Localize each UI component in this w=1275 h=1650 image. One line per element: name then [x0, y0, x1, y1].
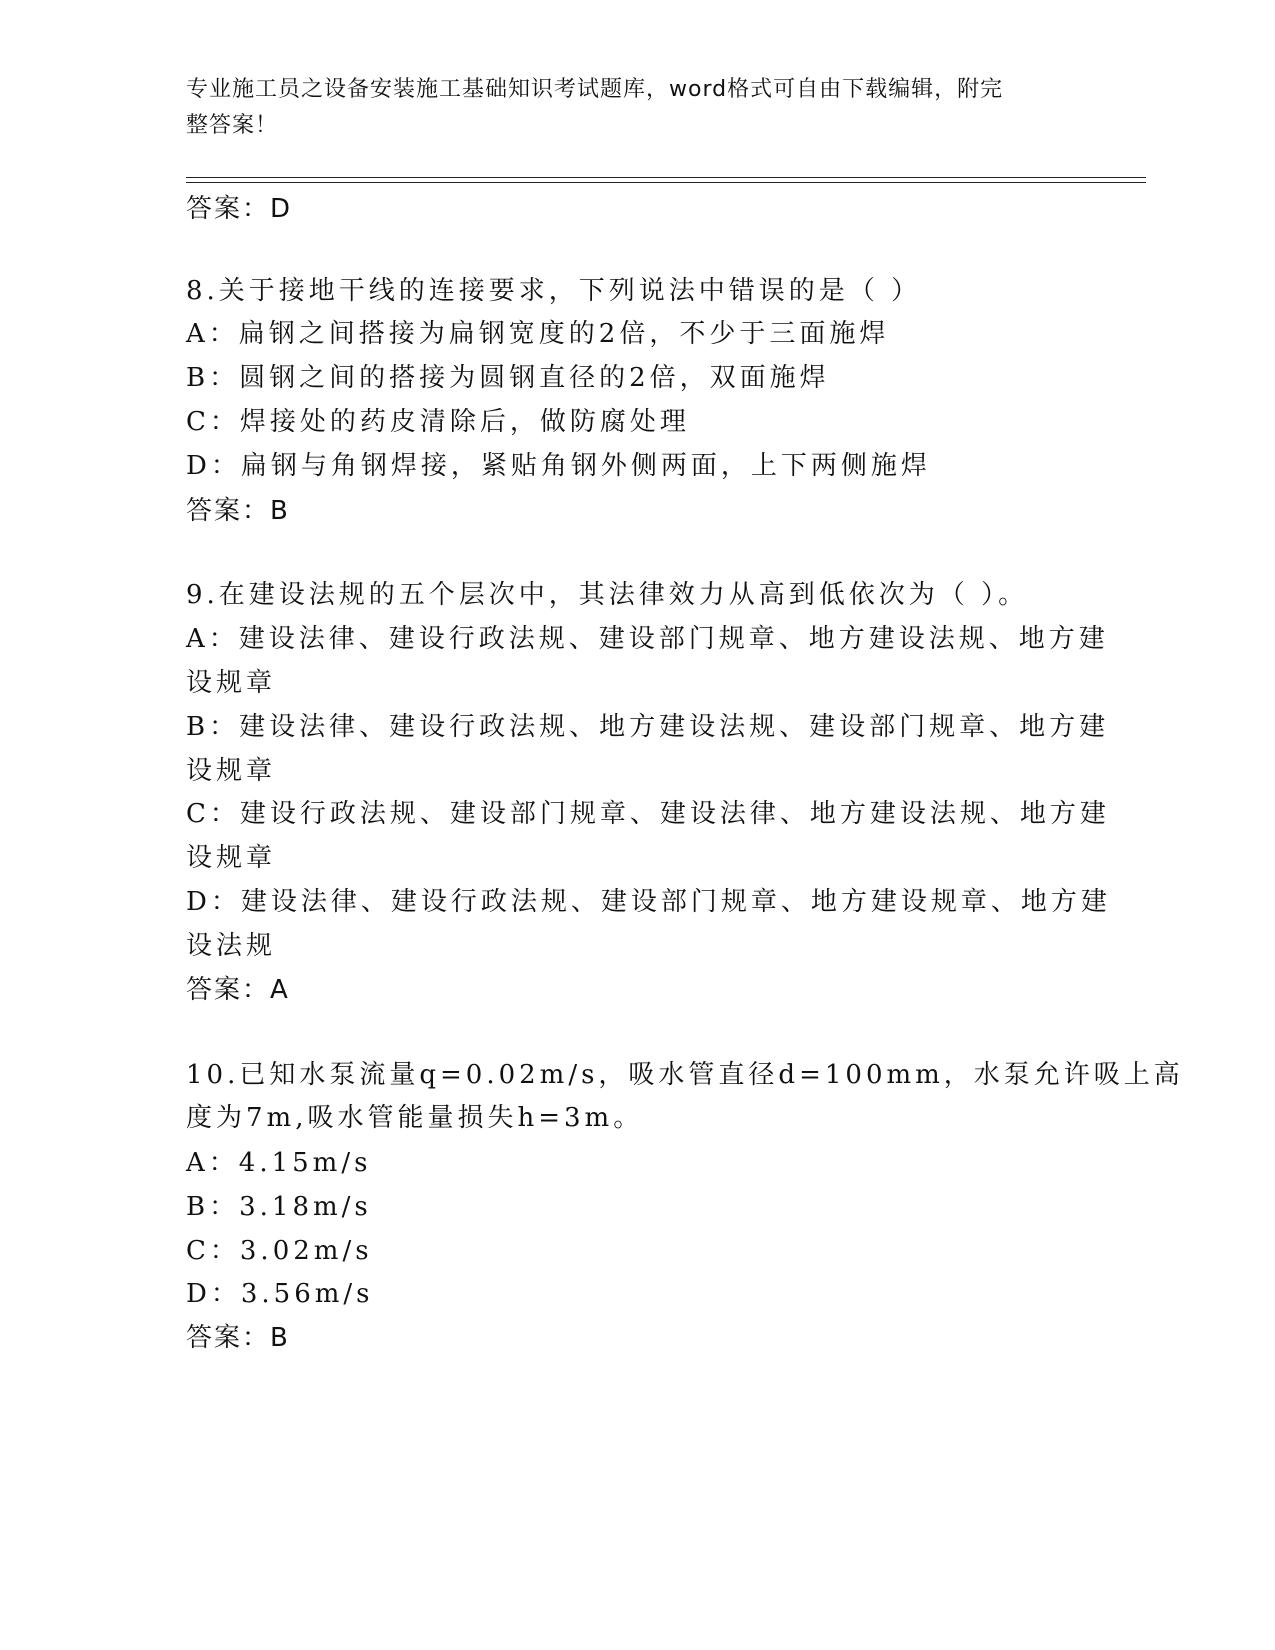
- header-line-2: 整答案！: [186, 113, 279, 138]
- q10-option-a: A：4.15m/s: [186, 1148, 372, 1178]
- q8-option-d: D：扁钢与角钢焊接，紧贴角钢外侧两面，上下两侧施焊: [186, 451, 931, 481]
- q9-question: 9.在建设法规的五个层次中，其法律效力从高到低依次为（ ）。: [186, 580, 1029, 610]
- q9-option-a-line-1: A：建设法律、建设行政法规、建设部门规章、地方建设法规、地方建: [186, 624, 1109, 654]
- q9-option-d-line-1: D：建设法律、建设行政法规、建设部门规章、地方建设规章、地方建: [186, 887, 1111, 917]
- q10-question-line-1: 10.已知水泵流量q=0.02m/s，吸水管直径d=100mm，水泵允许吸上高: [186, 1060, 1184, 1090]
- q8-option-c: C：焊接处的药皮清除后，做防腐处理: [186, 407, 690, 437]
- q8-option-a: A：扁钢之间搭接为扁钢宽度的2倍，不少于三面施焊: [186, 319, 890, 349]
- header-line-1: 专业施工员之设备安装施工基础知识考试题库，word格式可自由下载编辑，附完: [186, 77, 1004, 102]
- q8-option-b: B：圆钢之间的搭接为圆钢直径的2倍，双面施焊: [186, 363, 830, 393]
- q9-option-c-line-2: 设规章: [186, 843, 277, 873]
- q9-option-d-line-2: 设法规: [186, 931, 277, 961]
- header-rule-bottom: [186, 182, 1146, 183]
- q9-option-c-line-1: C：建设行政法规、建设部门规章、建设法律、地方建设法规、地方建: [186, 799, 1110, 829]
- q9-option-b-line-2: 设规章: [186, 756, 277, 786]
- q10-question-line-2: 度为7m,吸水管能量损失h=3m。: [186, 1103, 644, 1133]
- header-rule-top: [186, 177, 1146, 178]
- q8-answer: 答案：B: [186, 496, 290, 526]
- q10-option-d: D：3.56m/s: [186, 1279, 374, 1309]
- q10-option-b: B：3.18m/s: [186, 1192, 372, 1222]
- q10-answer: 答案：B: [186, 1323, 290, 1353]
- document-header: [186, 72, 1076, 144]
- q9-answer: 答案：A: [186, 975, 290, 1005]
- q8-question: 8.关于接地干线的连接要求，下列说法中错误的是（ ）: [186, 276, 922, 306]
- q9-option-a-line-2: 设规章: [186, 668, 277, 698]
- q10-option-c: C：3.02m/s: [186, 1236, 373, 1266]
- q7-answer: 答案：D: [186, 194, 293, 224]
- q9-option-b-line-1: B：建设法律、建设行政法规、地方建设法规、建设部门规章、地方建: [186, 712, 1110, 742]
